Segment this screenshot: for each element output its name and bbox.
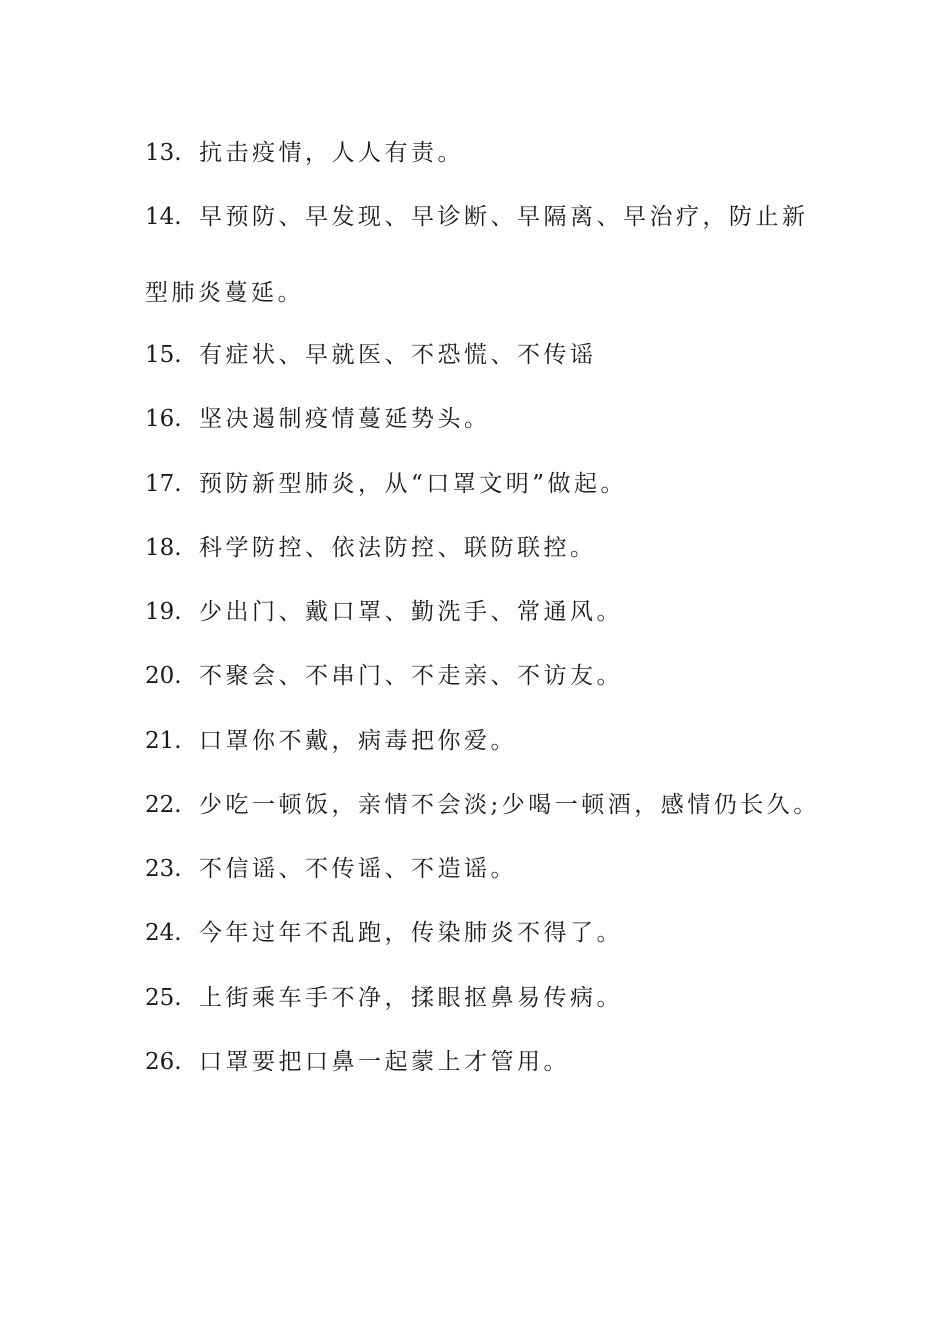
item-number: 15. bbox=[145, 342, 182, 368]
item-number: 20. bbox=[145, 663, 182, 689]
item-text: 预防新型肺炎，从“口罩文明”做起。 bbox=[199, 471, 628, 497]
item-number: 13. bbox=[145, 140, 182, 166]
item-number: 26. bbox=[145, 1049, 182, 1075]
item-text: 不信谣、不传谣、不造谣。 bbox=[199, 856, 517, 882]
item-number: 16. bbox=[145, 406, 182, 432]
list-item-17 bbox=[145, 469, 825, 499]
list-item-13 bbox=[145, 138, 825, 168]
item-text: 早预防、早发现、早诊断、早隔离、早治疗，防止新 bbox=[199, 204, 809, 230]
item-text: 有症状、早就医、不恐慌、不传谣 bbox=[199, 342, 597, 368]
item-text: 抗击疫情，人人有责。 bbox=[199, 140, 464, 166]
list-item-20 bbox=[145, 661, 825, 691]
item-number: 18. bbox=[145, 535, 182, 561]
item-text-continuation: 型肺炎蔓延。 bbox=[145, 280, 304, 306]
item-text: 不聚会、不串门、不走亲、不访友。 bbox=[199, 663, 623, 689]
list-item-19 bbox=[145, 597, 825, 627]
item-number: 19. bbox=[145, 599, 182, 625]
item-text: 上街乘车手不净，揉眼抠鼻易传病。 bbox=[199, 985, 623, 1011]
list-item-18 bbox=[145, 533, 825, 563]
item-number: 22. bbox=[145, 792, 182, 818]
item-number: 24. bbox=[145, 920, 182, 946]
item-number: 25. bbox=[145, 985, 182, 1011]
item-text: 坚决遏制疫情蔓延势头。 bbox=[199, 406, 491, 432]
item-text: 科学防控、依法防控、联防联控。 bbox=[199, 535, 597, 561]
item-number: 23. bbox=[145, 856, 182, 882]
list-item-26 bbox=[145, 1047, 825, 1077]
item-text: 今年过年不乱跑，传染肺炎不得了。 bbox=[199, 920, 623, 946]
item-number: 21. bbox=[145, 728, 182, 754]
item-text: 少吃一顿饭，亲情不会淡;少喝一顿酒，感情仍长久。 bbox=[199, 792, 820, 818]
item-number: 14. bbox=[145, 204, 182, 230]
item-number: 17. bbox=[145, 471, 182, 497]
list-item-16 bbox=[145, 404, 825, 434]
list-item-24 bbox=[145, 918, 825, 948]
list-item-14 bbox=[145, 202, 825, 232]
list-item-21 bbox=[145, 726, 825, 756]
item-text: 口罩要把口鼻一起蒙上才管用。 bbox=[199, 1049, 570, 1075]
list-item-22 bbox=[145, 790, 825, 820]
item-text: 口罩你不戴，病毒把你爱。 bbox=[199, 728, 517, 754]
list-item-23 bbox=[145, 854, 825, 884]
list-item-14-continuation bbox=[145, 278, 825, 308]
list-item-25 bbox=[145, 983, 825, 1013]
list-item-15 bbox=[145, 340, 825, 370]
item-text: 少出门、戴口罩、勤洗手、常通风。 bbox=[199, 599, 623, 625]
